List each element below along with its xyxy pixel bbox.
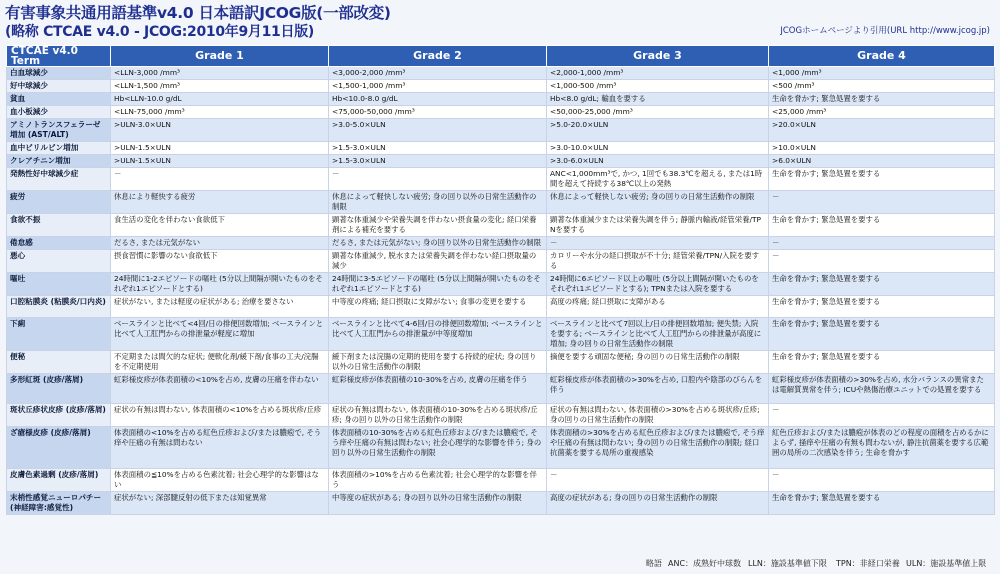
grade1-cell: Hb<LLN-10.0 g/dL — [111, 93, 329, 106]
term-cell: 貧血 — [7, 93, 111, 106]
grade1-cell: － — [111, 168, 329, 191]
footer-prefix: 略語 — [646, 559, 662, 568]
column-header-grade2: Grade 2 — [329, 46, 547, 67]
table-row — [7, 67, 995, 80]
table-row — [7, 296, 995, 318]
table-row — [7, 237, 995, 250]
table-row — [7, 214, 995, 237]
table-row — [7, 469, 995, 492]
ctcae-grade-table — [6, 45, 995, 515]
grade4-cell: 生命を脅かす; 緊急処置を要する — [769, 168, 995, 191]
term-cell: クレアチニン増加 — [7, 155, 111, 168]
grade1-cell: <LLN-3,000 /mm³ — [111, 67, 329, 80]
grade1-cell: 24時間に1-2エピソードの嘔吐 (5分以上間隔が開いたものをそれぞれ1エピソードとする) — [111, 273, 329, 296]
table-row — [7, 318, 995, 351]
table-row — [7, 168, 995, 191]
term-cell: 疲労 — [7, 191, 111, 214]
table-row — [7, 492, 995, 515]
grade1-cell: 症状の有無は問わない, 体表面積の<10%を占める斑状疹/丘疹 — [111, 404, 329, 427]
grade1-cell: ベースラインと比べて<4回/日の排便回数増加; ベースラインと比べて人工肛門からの排泄量が軽度に増加 — [111, 318, 329, 351]
table-row — [7, 250, 995, 273]
grade2-cell: 休息によって軽快しない疲労; 身の回り以外の日常生活動作の制限 — [329, 191, 547, 214]
term-cell: 斑状丘疹状皮疹 (皮疹/落屑) — [7, 404, 111, 427]
grade3-cell: ANC<1,000mm³で, かつ, 1回でも38.3℃を超える, または1時間を超えて持続する38℃以上の発熱 — [547, 168, 769, 191]
grade1-cell: 食生活の変化を伴わない食欲低下 — [111, 214, 329, 237]
term-cell: 悪心 — [7, 250, 111, 273]
grade4-cell: 生命を脅かす; 緊急処置を要する — [769, 296, 995, 318]
grade3-cell: 高度の疼痛; 経口摂取に支障がある — [547, 296, 769, 318]
term-cell: ざ瘡様皮疹 (皮疹/落屑) — [7, 427, 111, 469]
grade1-cell: 体表面積の≦10%を占める色素沈着; 社会心理学的な影響はない — [111, 469, 329, 492]
grade2-cell: 24時間に3-5エピソードの嘔吐 (5分以上間隔が開いたものをそれぞれ1エピソードとする) — [329, 273, 547, 296]
grade1-cell: <LLN-75,000 /mm³ — [111, 106, 329, 119]
grade2-cell: 体表面積の>10%を占める色素沈着; 社会心理学的な影響を伴う — [329, 469, 547, 492]
grade1-cell: >ULN-1.5×ULN — [111, 155, 329, 168]
column-header-grade4: Grade 4 — [769, 46, 995, 67]
grade2-cell: 緩下剤または浣腸の定期的使用を要する持続的症状; 身の回り以外の日常生活動作の制限 — [329, 351, 547, 374]
table-row — [7, 351, 995, 374]
column-header-grade3: Grade 3 — [547, 46, 769, 67]
table-row — [7, 404, 995, 427]
grade2-cell: 顕著な体重減少や栄養失調を伴わない摂食量の変化; 経口栄養剤による補充を要する — [329, 214, 547, 237]
grade4-cell: >20.0×ULN — [769, 119, 995, 142]
grade3-cell: カロリーや水分の経口摂取が不十分; 経管栄養/TPN/入院を要する — [547, 250, 769, 273]
grade2-cell: >1.5-3.0×ULN — [329, 155, 547, 168]
grade3-cell: 虹彩様皮疹が体表面積の>30%を占め, 口腔内や陰部のびらんを伴う — [547, 374, 769, 404]
grade4-cell: － — [769, 469, 995, 492]
grade4-cell: － — [769, 404, 995, 427]
footer-uln: ULN：施設基準値上限 — [906, 559, 987, 568]
grade4-cell: <25,000 /mm³ — [769, 106, 995, 119]
term-cell: 下痢 — [7, 318, 111, 351]
grade3-cell: Hb<8.0 g/dL; 輸血を要する — [547, 93, 769, 106]
table-row — [7, 106, 995, 119]
grade3-cell: 症状の有無は問わない, 体表面積の>30%を占める斑状疹/丘疹; 身の回りの日常生活動作の制限 — [547, 404, 769, 427]
grade4-cell: >10.0×ULN — [769, 142, 995, 155]
grade1-cell: >ULN-1.5×ULN — [111, 142, 329, 155]
grade2-cell: だるさ, または元気がない; 身の回り以外の日常生活動作の制限 — [329, 237, 547, 250]
grade1-cell: 休息により軽快する疲労 — [111, 191, 329, 214]
grade4-cell: 生命を脅かす; 緊急処置を要する — [769, 492, 995, 515]
grade2-cell: <3,000-2,000 /mm³ — [329, 67, 547, 80]
grade3-cell: <50,000-25,000 /mm³ — [547, 106, 769, 119]
grade1-cell: 症状がない; 深部腱反射の低下または知覚異常 — [111, 492, 329, 515]
grade3-cell: >5.0-20.0×ULN — [547, 119, 769, 142]
grade1-cell: 摂食習慣に影響のない食欲低下 — [111, 250, 329, 273]
grade2-cell: ベースラインと比べて4-6回/日の排便回数増加; ベースラインと比べて人工肛門からの排泄量が中等度増加 — [329, 318, 547, 351]
term-cell: 倦怠感 — [7, 237, 111, 250]
page-header — [0, 0, 1000, 44]
grade2-cell: － — [329, 168, 547, 191]
page-subtitle: (略称 CTCAE v4.0 - JCOG:2010年9月11日版) — [5, 24, 314, 40]
grade3-cell: 24時間に6エピソード以上の嘔吐 (5分以上間隔が開いたものをそれぞれ1エピソードとする); TPNまたは入院を要する — [547, 273, 769, 296]
term-cell: 血中ビリルビン増加 — [7, 142, 111, 155]
source-note: JCOGホームページより引用(URL http://www.jcog.jp) — [780, 26, 990, 36]
grade3-cell: 顕著な体重減少または栄養失調を伴う; 静脈内輸液/経管栄養/TPNを要する — [547, 214, 769, 237]
grade3-cell: 摘便を要する頑固な便秘; 身の回りの日常生活動作の制限 — [547, 351, 769, 374]
grade4-cell: 虹彩様皮疹が体表面積の>30%を占め, 水分バランスの異常または電解質異常を伴う; ICUや熱傷治療ユニットでの処置を要する — [769, 374, 995, 404]
term-cell: 白血球減少 — [7, 67, 111, 80]
term-cell: 血小板減少 — [7, 106, 111, 119]
table-row — [7, 80, 995, 93]
term-cell: 口腔粘膜炎 (粘膜炎/口内炎) — [7, 296, 111, 318]
table-row — [7, 273, 995, 296]
grade3-cell: >3.0-6.0×ULN — [547, 155, 769, 168]
grade4-cell: 生命を脅かす; 緊急処置を要する — [769, 318, 995, 351]
term-cell: 便秘 — [7, 351, 111, 374]
table-row — [7, 155, 995, 168]
grade1-cell: だるさ, または元気がない — [111, 237, 329, 250]
grade3-cell: ベースラインと比べて7回以上/日の排便回数増加; 便失禁; 入院を要する; ベースラインと比べて人工肛門からの排泄量が高度に増加; 身の回りの日常生活動作の制限 — [547, 318, 769, 351]
grade4-cell: <500 /mm³ — [769, 80, 995, 93]
grade1-cell: >ULN-3.0×ULN — [111, 119, 329, 142]
grade3-cell: 高度の症状がある; 身の回りの日常生活動作の制限 — [547, 492, 769, 515]
table-row — [7, 142, 995, 155]
term-cell: 嘔吐 — [7, 273, 111, 296]
table-body — [7, 67, 995, 515]
footer-tpn: TPN：非経口栄養 — [836, 559, 900, 568]
term-cell: 発熱性好中球減少症 — [7, 168, 111, 191]
grade1-cell: 体表面積の<10%を占める紅色丘疹および/または膿疱で, そう痒や圧痛の有無は問わない — [111, 427, 329, 469]
table-row — [7, 93, 995, 106]
term-cell: 多形紅斑 (皮疹/落屑) — [7, 374, 111, 404]
term-cell: アミノトランスフェラーゼ増加 (AST/ALT) — [7, 119, 111, 142]
grade1-cell: 虹彩様皮疹が体表面積の<10%を占め, 皮膚の圧痛を伴わない — [111, 374, 329, 404]
grade2-cell: 体表面積の10-30%を占める紅色丘疹および/または膿疱で, そう痒や圧痛の有無は問わない; 社会心理学的な影響を伴う; 身の回り以外の日常生活動作の制限 — [329, 427, 547, 469]
grade2-cell: >3.0-5.0×ULN — [329, 119, 547, 142]
table-row — [7, 374, 995, 404]
grade4-cell: 生命を脅かす; 緊急処置を要する — [769, 273, 995, 296]
grade1-cell: 症状がない, または軽度の症状がある; 治療を要さない — [111, 296, 329, 318]
term-cell: 好中球減少 — [7, 80, 111, 93]
grade3-cell: 休息によって軽快しない疲労; 身の回りの日常生活動作の制限 — [547, 191, 769, 214]
term-cell: 食欲不振 — [7, 214, 111, 237]
grade4-cell: 紅色丘疹および/または膿疱が体表のどの程度の面積を占めるかによらず, 掻痒や圧痛の有無も問わないが, 静注抗菌薬を要する広範囲の局所の二次感染を伴う; 生命を脅かす — [769, 427, 995, 469]
table-row — [7, 191, 995, 214]
grade1-cell: 不定期または間欠的な症状; 便軟化剤/緩下剤/食事の工夫/浣腸を不定期使用 — [111, 351, 329, 374]
footer-lln: LLN：施設基準値下限 — [748, 559, 827, 568]
grade2-cell: 症状の有無は問わない, 体表面積の10-30%を占める斑状疹/丘疹; 身の回り以外の日常生活動作の制限 — [329, 404, 547, 427]
grade4-cell: 生命を脅かす; 緊急処置を要する — [769, 214, 995, 237]
term-cell: 末梢性感覚ニューロパチー (神経障害:感覚性) — [7, 492, 111, 515]
grade3-cell: <1,000-500 /mm³ — [547, 80, 769, 93]
column-header-grade1: Grade 1 — [111, 46, 329, 67]
grade4-cell: － — [769, 237, 995, 250]
page-title: 有害事象共通用語基準v4.0 日本語訳JCOG版(一部改変) — [5, 4, 391, 22]
grade4-cell: － — [769, 250, 995, 273]
table-row — [7, 119, 995, 142]
grade3-cell: － — [547, 237, 769, 250]
term-cell: 皮膚色素過剰 (皮疹/落屑) — [7, 469, 111, 492]
grade3-cell: >3.0-10.0×ULN — [547, 142, 769, 155]
grade4-cell: >6.0×ULN — [769, 155, 995, 168]
grade2-cell: Hb<10.0-8.0 g/dL — [329, 93, 547, 106]
table-row — [7, 427, 995, 469]
grade1-cell: <LLN-1,500 /mm³ — [111, 80, 329, 93]
grade2-cell: 中等度の症状がある; 身の回り以外の日常生活動作の制限 — [329, 492, 547, 515]
grade3-cell: － — [547, 469, 769, 492]
footer-anc: ANC：成熟好中球数 — [668, 559, 742, 568]
grade4-cell: － — [769, 191, 995, 214]
grade2-cell: 虹彩様皮疹が体表面積の10-30%を占め, 皮膚の圧痛を伴う — [329, 374, 547, 404]
grade2-cell: 顕著な体重減少, 脱水または栄養失調を伴わない経口摂取量の減少 — [329, 250, 547, 273]
abbreviation-footer — [0, 556, 1000, 572]
column-header-term: CTCAE v4.0 Term — [7, 46, 111, 67]
grade3-cell: 体表面積の>30%を占める紅色丘疹および/または膿疱で, そう痒や圧痛の有無は問わない; 身の回りの日常生活動作の制限; 経口抗菌薬を要する局所の重複感染 — [547, 427, 769, 469]
grade4-cell: 生命を脅かす; 緊急処置を要する — [769, 351, 995, 374]
grade3-cell: <2,000-1,000 /mm³ — [547, 67, 769, 80]
grade2-cell: >1.5-3.0×ULN — [329, 142, 547, 155]
grade2-cell: 中等度の疼痛; 経口摂取に支障がない; 食事の変更を要する — [329, 296, 547, 318]
grade2-cell: <1,500-1,000 /mm³ — [329, 80, 547, 93]
grade4-cell: 生命を脅かす; 緊急処置を要する — [769, 93, 995, 106]
grade2-cell: <75,000-50,000 /mm³ — [329, 106, 547, 119]
table-header-row — [7, 46, 995, 67]
grade4-cell: <1,000 /mm³ — [769, 67, 995, 80]
